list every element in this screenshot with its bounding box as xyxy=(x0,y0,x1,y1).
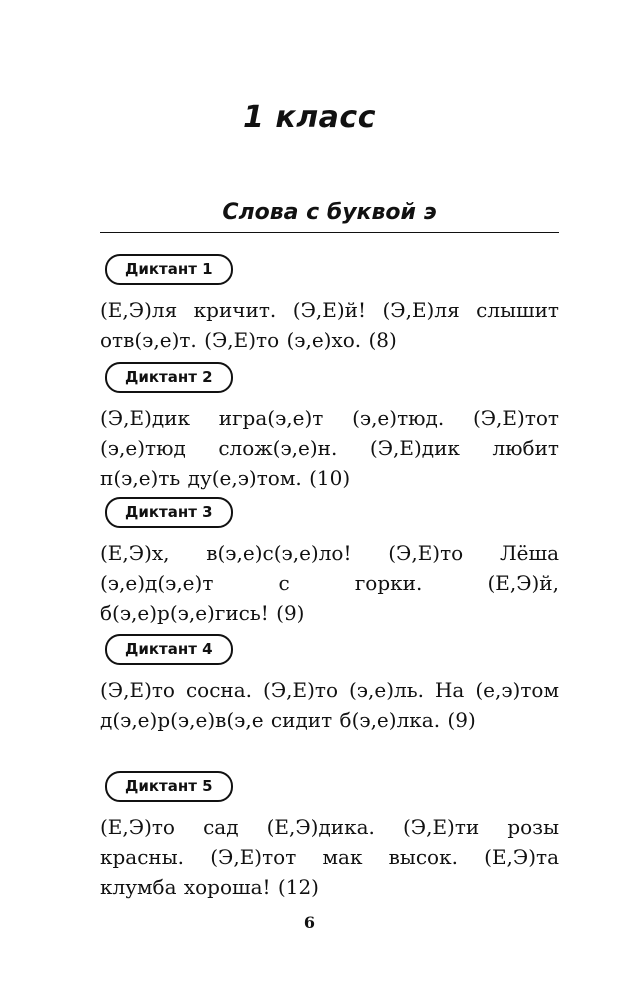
page-number: 6 xyxy=(303,913,316,932)
dictation-label: Диктант 5 xyxy=(105,771,233,802)
dictation-text: (Э,Е)то сосна. (Э,Е)то (э,е)ль. На (е,э)том д(э,е)р(э,е)в(э,е сидит б(э,е)лка. (9) xyxy=(100,678,559,732)
dictation-2 xyxy=(100,362,559,493)
dictation-4 xyxy=(100,634,559,735)
dictation-3 xyxy=(100,497,559,628)
dictation-text: (Е,Э)ля кричит. (Э,Е)й! (Э,Е)ля слышит отв(э,е)т. (Э,Е)то (э,е)хо. (8) xyxy=(100,298,559,352)
dictation-label: Диктант 1 xyxy=(105,254,233,285)
dictation-text: (Э,Е)дик игра(э,е)т (э,е)тюд. (Э,Е)тот (э,е)тюд слож(э,е)н. (Э,Е)дик любит п(э,е)ть ду(е,э)том. (10) xyxy=(100,406,559,490)
dictation-label: Диктант 2 xyxy=(105,362,233,393)
section-title: Слова с буквой э xyxy=(222,200,437,225)
grade-title: 1 класс xyxy=(243,100,376,135)
dictation-5 xyxy=(100,771,559,902)
dictation-text: (Е,Э)х, в(э,е)с(э,е)ло! (Э,Е)то Лёша (э,е)д(э,е)т с горки. (Е,Э)й, б(э,е)р(э,е)гись! (9) xyxy=(100,541,559,625)
dictation-label: Диктант 4 xyxy=(105,634,233,665)
section-divider xyxy=(100,232,559,233)
dictation-label: Диктант 3 xyxy=(105,497,233,528)
dictation-1 xyxy=(100,254,559,355)
dictation-text: (Е,Э)то сад (Е,Э)дика. (Э,Е)ти розы красны. (Э,Е)тот мак высок. (Е,Э)та клумба хороша! (12) xyxy=(100,815,559,899)
